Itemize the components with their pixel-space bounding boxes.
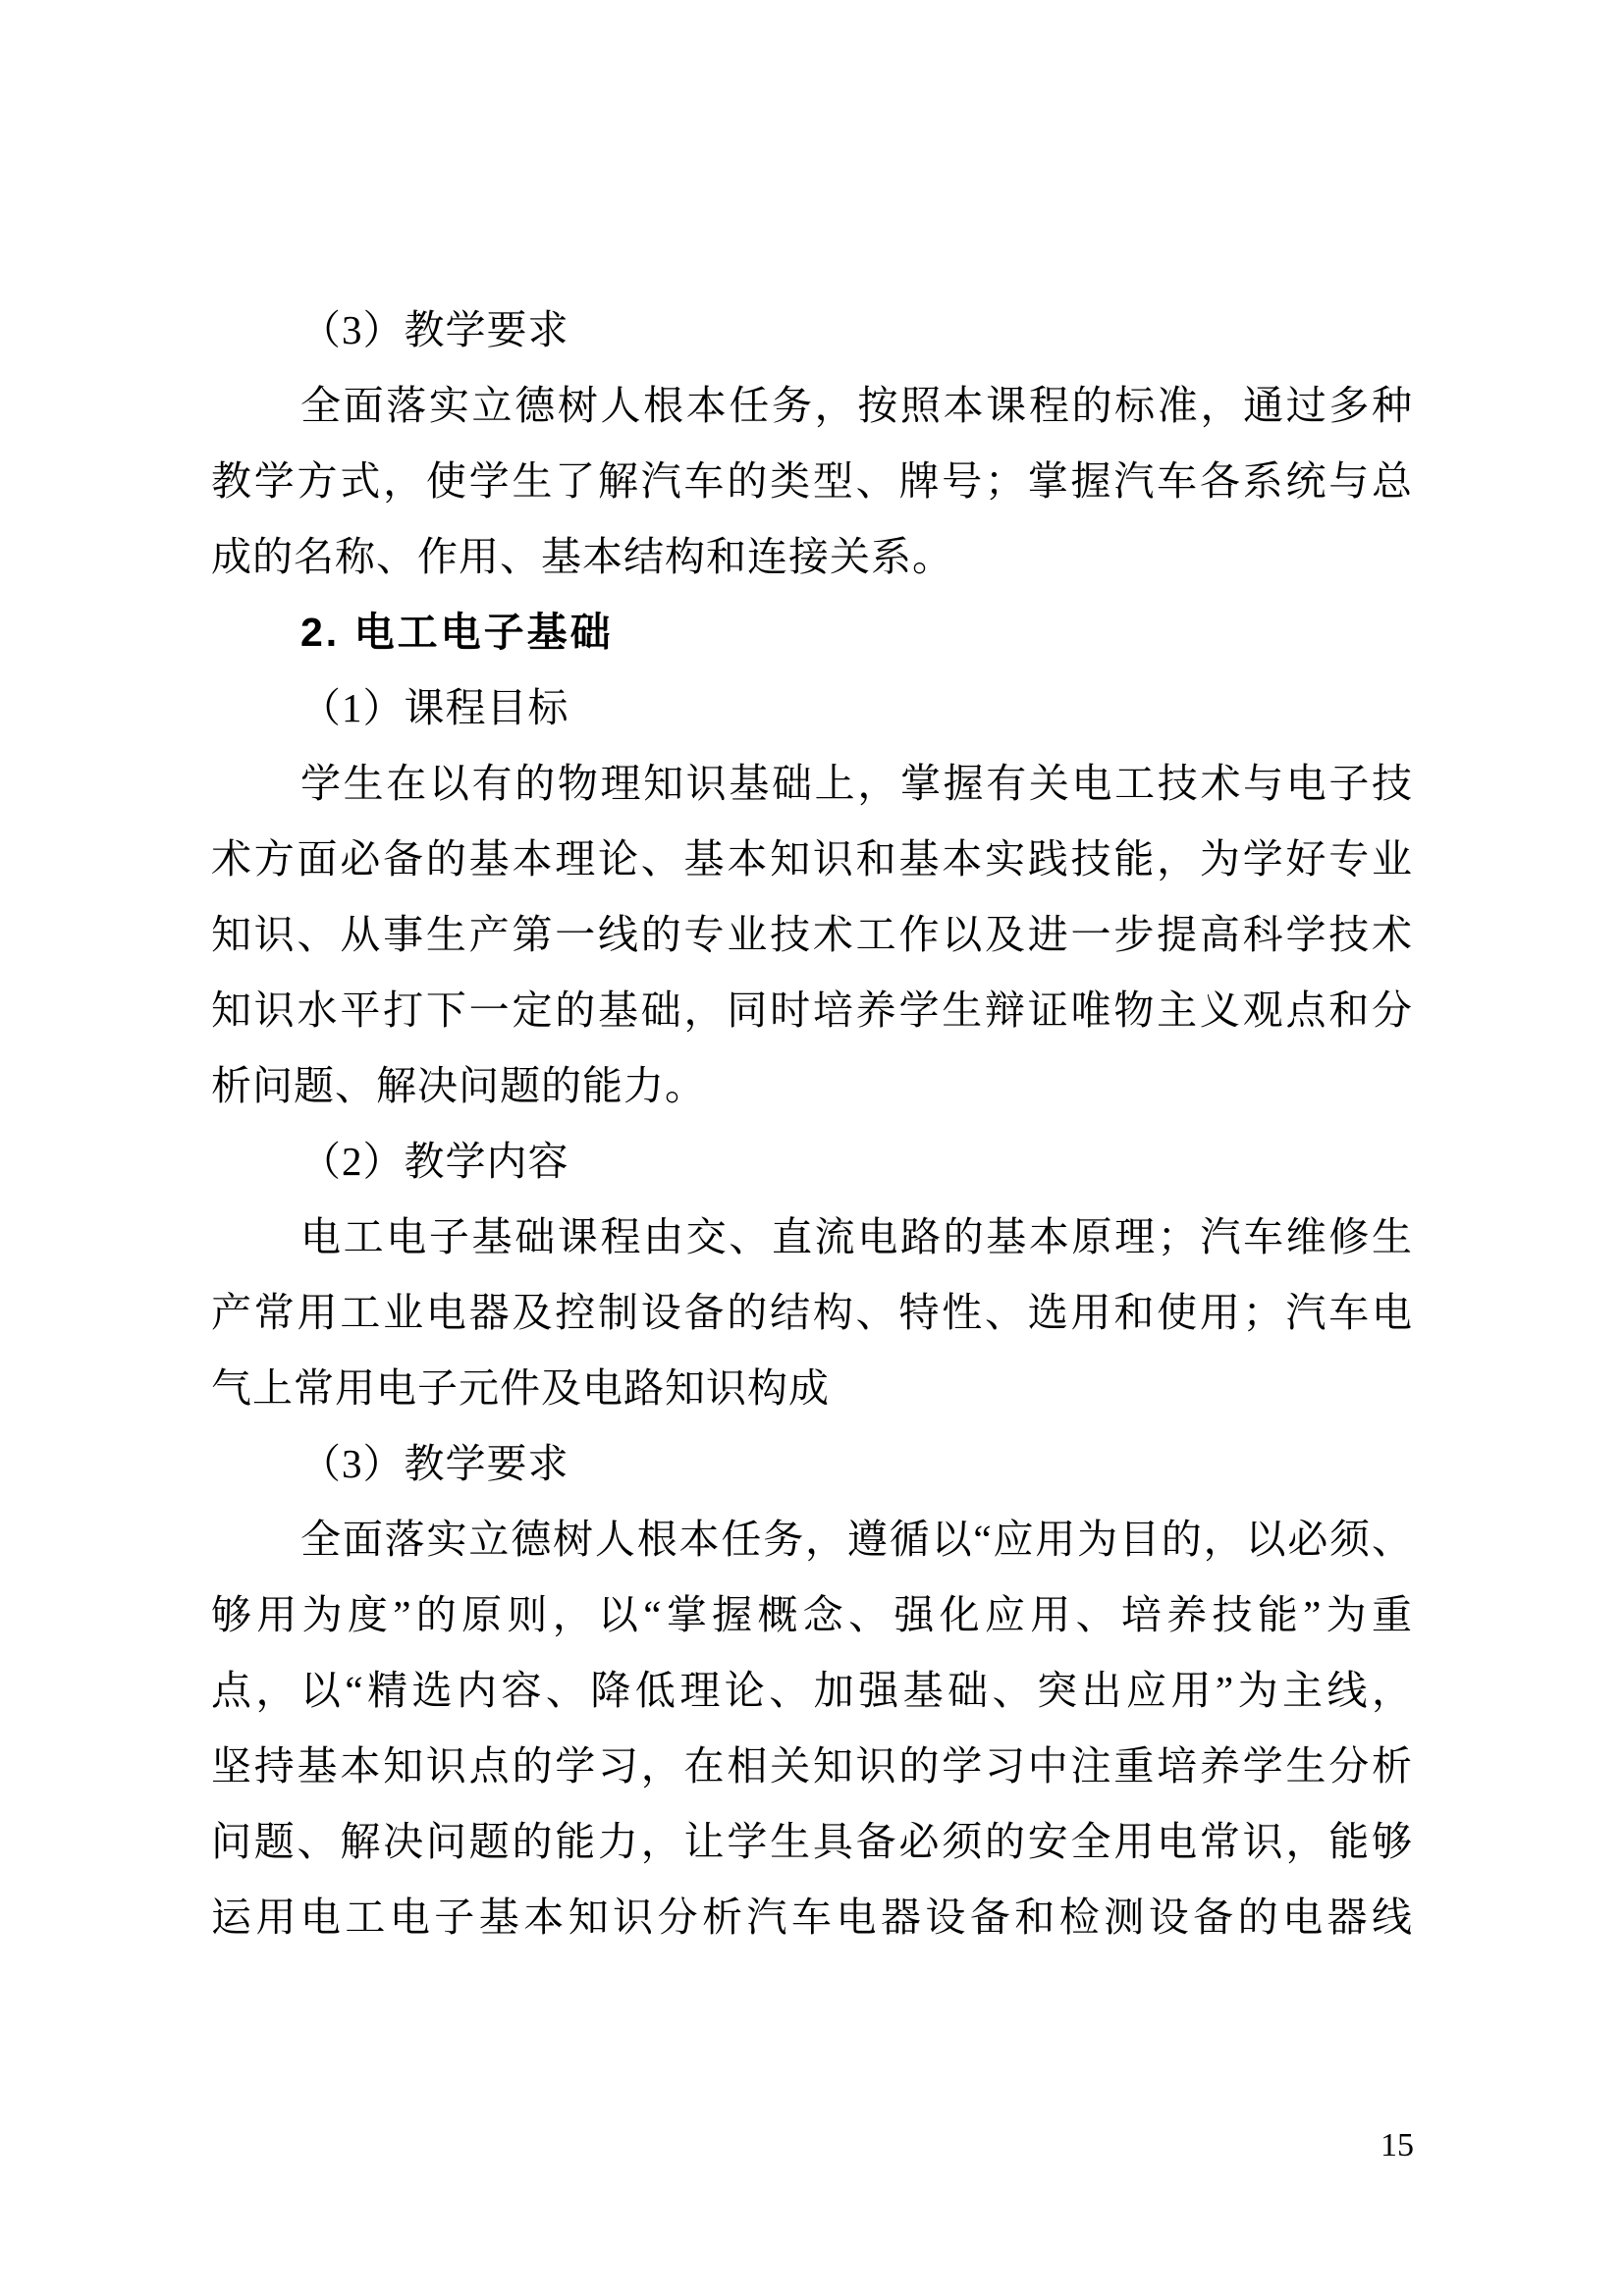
text-line: （3）教学要求	[300, 1441, 569, 1486]
text-line: 电工电子基础课程由交、直流电路的基本原理；汽车维修生	[300, 1214, 1413, 1259]
text-line: 气上常用电子元件及电路知识构成	[211, 1365, 830, 1411]
text-line: （1）课程目标	[300, 685, 569, 730]
text-line: （3）教学要求	[300, 307, 569, 352]
text-line: 学生在以有的物理知识基础上，掌握有关电工技术与电子技	[300, 761, 1413, 806]
text-line: （2）教学内容	[300, 1139, 569, 1184]
text-line: 够用为度”的原则，以“掌握概念、强化应用、培养技能”为重	[211, 1592, 1413, 1637]
text-line: 术方面必备的基本理论、基本知识和基本实践技能，为学好专业	[211, 836, 1413, 881]
text-line: 教学方式，使学生了解汽车的类型、牌号；掌握汽车各系统与总	[211, 458, 1413, 504]
text-line: 坚持基本知识点的学习，在相关知识的学习中注重培养学生分析	[211, 1743, 1413, 1789]
text-line: 点，以“精选内容、降低理论、加强基础、突出应用”为主线，	[211, 1668, 1413, 1713]
text-line: 运用电工电子基本知识分析汽车电器设备和检测设备的电器线	[211, 1895, 1413, 1940]
text-line: 析问题、解决问题的能力。	[211, 1063, 706, 1108]
text-line: 产常用工业电器及控制设备的结构、特性、选用和使用；汽车电	[211, 1290, 1413, 1335]
text-line: 知识水平打下一定的基础，同时培养学生辩证唯物主义观点和分	[211, 988, 1413, 1033]
section-heading: 2. 电工电子基础	[300, 610, 614, 655]
text-line: 成的名称、作用、基本结构和连接关系。	[211, 534, 953, 579]
document-body	[211, 293, 1413, 1955]
page-number: 15	[1380, 2127, 1414, 2163]
text-line: 全面落实立德树人根本任务，遵循以“应用为目的，以必须、	[300, 1517, 1413, 1562]
text-line: 全面落实立德树人根本任务，按照本课程的标准，通过多种	[300, 383, 1413, 428]
text-line: 知识、从事生产第一线的专业技术工作以及进一步提高科学技术	[211, 912, 1413, 957]
text-line: 问题、解决问题的能力，让学生具备必须的安全用电常识，能够	[211, 1819, 1413, 1864]
